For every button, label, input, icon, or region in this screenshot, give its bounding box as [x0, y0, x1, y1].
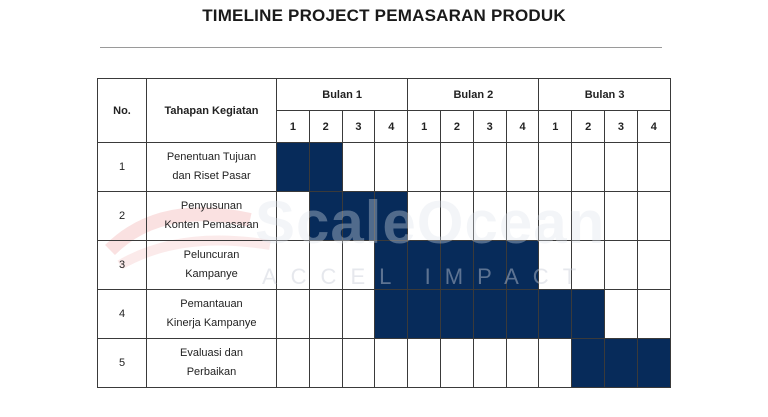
timeline-cell — [277, 192, 310, 241]
timeline-cell — [408, 143, 441, 192]
timeline-cell-filled — [309, 192, 342, 241]
timeline-cell — [277, 290, 310, 339]
header-week: 2 — [441, 111, 474, 143]
activity-line-1: Penentuan Tujuan — [166, 151, 257, 163]
timeline-cell — [309, 241, 342, 290]
timeline-cell — [506, 192, 539, 241]
timeline-cell-filled — [441, 290, 474, 339]
table-row — [98, 241, 671, 290]
table-row — [98, 339, 671, 388]
timeline-cell-filled — [408, 241, 441, 290]
header-week: 2 — [309, 111, 342, 143]
timeline-cell — [408, 339, 441, 388]
timeline-cell — [637, 290, 670, 339]
row-number: 4 — [98, 290, 147, 339]
timeline-cell — [605, 290, 638, 339]
timeline-cell-filled — [473, 290, 506, 339]
timeline-cell-filled — [441, 241, 474, 290]
row-activity — [147, 241, 277, 290]
watermark-text: ScaleOcean — [255, 189, 606, 256]
timeline-cell — [342, 143, 375, 192]
timeline-cell — [375, 339, 408, 388]
timeline-table — [97, 78, 671, 388]
timeline-cell — [572, 192, 605, 241]
header-no: No. — [98, 79, 147, 143]
header-week: 1 — [539, 111, 572, 143]
header-month-1: Bulan 1 — [277, 79, 408, 111]
timeline-cell — [342, 241, 375, 290]
timeline-cell — [473, 192, 506, 241]
row-activity — [147, 192, 277, 241]
timeline-cell — [572, 143, 605, 192]
timeline-cell-filled — [473, 241, 506, 290]
timeline-cell-filled — [375, 290, 408, 339]
watermark-subtext: ACCEL IMPACT — [262, 264, 591, 289]
header-week: 4 — [506, 111, 539, 143]
timeline-cell — [637, 192, 670, 241]
timeline-cell — [473, 143, 506, 192]
timeline-cell — [441, 143, 474, 192]
timeline-cell — [506, 143, 539, 192]
timeline-cell-filled — [408, 290, 441, 339]
header-week: 3 — [473, 111, 506, 143]
activity-line-2: Kampanye — [185, 268, 238, 280]
header-week: 3 — [605, 111, 638, 143]
page-title: TIMELINE PROJECT PEMASARAN PRODUK — [202, 6, 566, 25]
timeline-cell — [539, 143, 572, 192]
row-number: 5 — [98, 339, 147, 388]
timeline-cell-filled — [375, 192, 408, 241]
activity-line-2: Perbaikan — [186, 366, 237, 378]
timeline-cell — [375, 143, 408, 192]
timeline-cell — [277, 241, 310, 290]
header-week: 2 — [572, 111, 605, 143]
activity-line-2: Konten Pemasaran — [164, 219, 259, 231]
row-activity — [147, 143, 277, 192]
timeline-cell — [309, 339, 342, 388]
header-week: 1 — [277, 111, 310, 143]
timeline-cell-filled — [309, 143, 342, 192]
timeline-cell-filled — [506, 241, 539, 290]
header-week: 1 — [408, 111, 441, 143]
timeline-cell-filled — [342, 192, 375, 241]
title-divider — [100, 47, 662, 48]
timeline-cell — [441, 192, 474, 241]
header-week: 3 — [342, 111, 375, 143]
timeline-cell — [637, 143, 670, 192]
timeline-cell — [309, 290, 342, 339]
timeline-cell-filled — [637, 339, 670, 388]
header-month-2: Bulan 2 — [408, 79, 539, 111]
timeline-cell-filled — [572, 290, 605, 339]
timeline-cell-filled — [572, 339, 605, 388]
activity-line-1: Penyusunan — [180, 200, 243, 212]
timeline-cell — [539, 241, 572, 290]
timeline-cell — [539, 192, 572, 241]
activity-line-1: Peluncuran — [183, 249, 240, 261]
timeline-body — [98, 143, 671, 388]
timeline-cell — [605, 143, 638, 192]
header-week: 4 — [637, 111, 670, 143]
timeline-cell — [441, 339, 474, 388]
timeline-cell-filled — [605, 339, 638, 388]
table-row — [98, 290, 671, 339]
row-activity — [147, 290, 277, 339]
timeline-cell — [605, 241, 638, 290]
activity-line-2: Kinerja Kampanye — [166, 317, 257, 329]
row-number: 2 — [98, 192, 147, 241]
timeline-cell — [342, 290, 375, 339]
timeline-cell-filled — [375, 241, 408, 290]
timeline-cell — [637, 241, 670, 290]
header-tahapan: Tahapan Kegiatan — [147, 79, 277, 143]
row-number: 1 — [98, 143, 147, 192]
timeline-cell — [506, 339, 539, 388]
timeline-cell — [342, 339, 375, 388]
timeline-cell — [408, 192, 441, 241]
row-number: 3 — [98, 241, 147, 290]
table-row — [98, 192, 671, 241]
timeline-cell — [539, 339, 572, 388]
activity-line-2: dan Riset Pasar — [172, 170, 251, 182]
row-activity — [147, 339, 277, 388]
header-week: 4 — [375, 111, 408, 143]
activity-line-1: Pemantauan — [180, 298, 243, 310]
timeline-cell — [277, 339, 310, 388]
activity-line-1: Evaluasi dan — [180, 347, 243, 359]
timeline-cell — [473, 339, 506, 388]
timeline-cell-filled — [539, 290, 572, 339]
timeline-cell-filled — [506, 290, 539, 339]
table-row — [98, 143, 671, 192]
header-month-3: Bulan 3 — [539, 79, 670, 111]
timeline-cell — [605, 192, 638, 241]
timeline-cell-filled — [277, 143, 310, 192]
timeline-cell — [572, 241, 605, 290]
